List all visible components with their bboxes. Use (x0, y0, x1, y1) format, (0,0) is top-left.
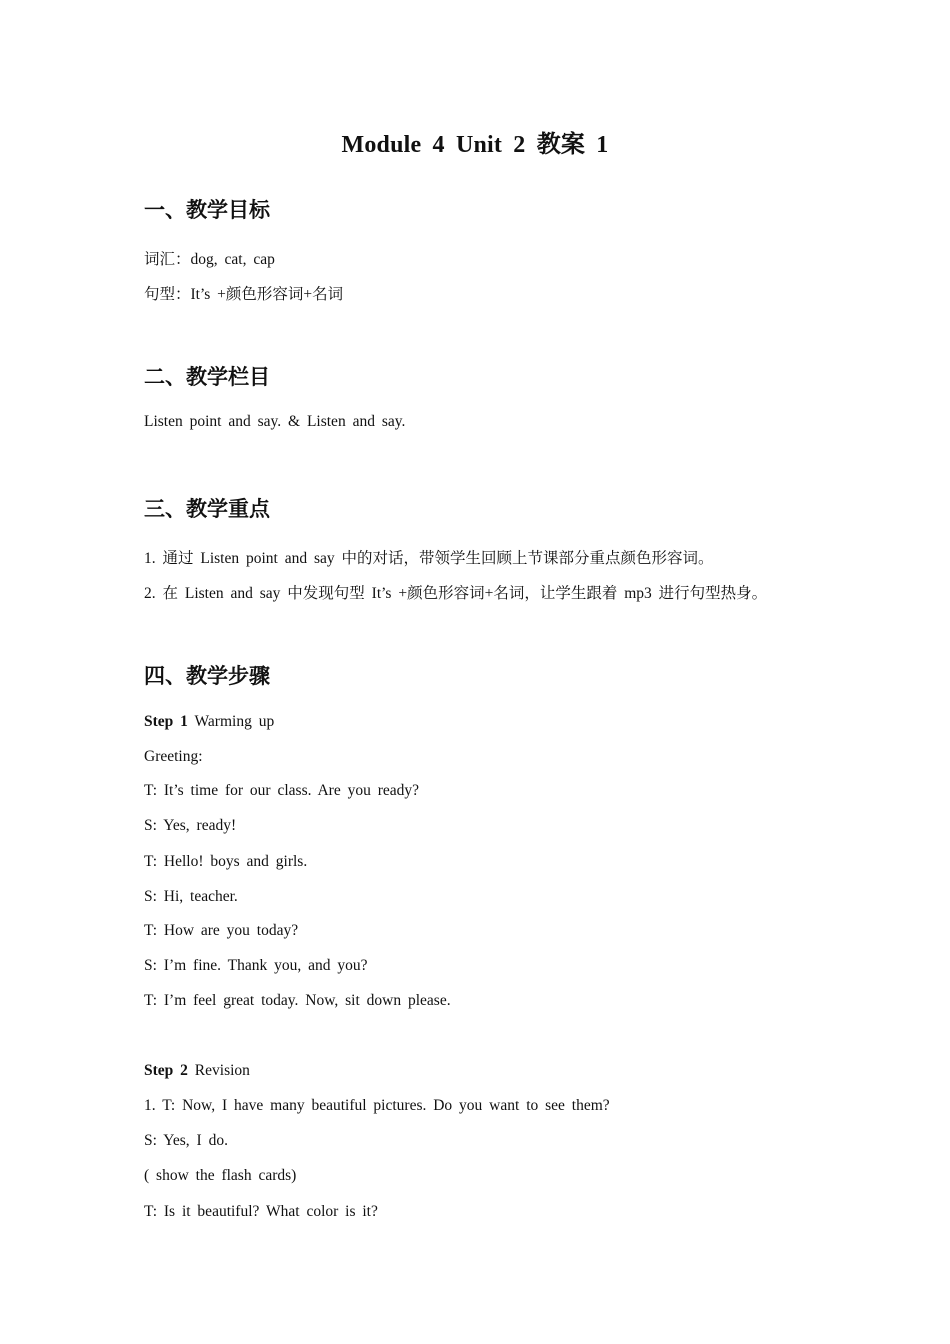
objectives-vocab: 词汇：dog, cat, cap (144, 251, 275, 268)
document-title: Module 4 Unit 2 教案 1 (341, 132, 609, 158)
step1-line: S: Hi, teacher. (144, 888, 238, 905)
objectives-pattern: 句型：It’s +颜色形容词+名词 (144, 286, 344, 303)
step1-line: T: It’s time for our class. Are you ready? (144, 782, 420, 799)
step2-name: Revision (194, 1062, 250, 1079)
heading-steps: 四、教学步骤 (144, 664, 270, 688)
step2-line: 1. T: Now, I have many beautiful pictures. Do you want to see them? (144, 1097, 610, 1114)
step1-label: Step 1 (144, 713, 188, 730)
step2-line: ( show the flash cards) (144, 1167, 297, 1184)
step1-line: T: I’m feel great today. Now, sit down please. (144, 992, 451, 1009)
heading-objectives: 一、教学目标 (144, 198, 270, 222)
step1-line: T: How are you today? (144, 922, 299, 939)
heading-columns: 二、教学栏目 (144, 365, 270, 389)
columns-text: Listen point and say. & Listen and say. (144, 413, 406, 430)
keypoint-item-1: 1. 通过 Listen point and say 中的对话，带领学生回顾上节课部分重点颜色形容词。 (144, 550, 714, 567)
step1-name: Warming up (194, 713, 275, 730)
step1-line: T: Hello! boys and girls. (144, 853, 308, 870)
step1-line: Greeting: (144, 748, 203, 765)
step2-line: T: Is it beautiful? What color is it? (144, 1203, 378, 1220)
step1-line: S: Yes, ready! (144, 817, 237, 834)
step2-line: S: Yes, I do. (144, 1132, 228, 1149)
step2-label: Step 2 (144, 1062, 188, 1079)
step1-heading (144, 713, 274, 731)
heading-keypoints: 三、教学重点 (144, 497, 270, 521)
step2-heading (144, 1062, 250, 1080)
step1-line: S: I’m fine. Thank you, and you? (144, 957, 368, 974)
keypoint-item-2: 2. 在 Listen and say 中发现句型 It’s +颜色形容词+名词，让学生跟着 mp3 进行句型热身。 (144, 585, 768, 602)
